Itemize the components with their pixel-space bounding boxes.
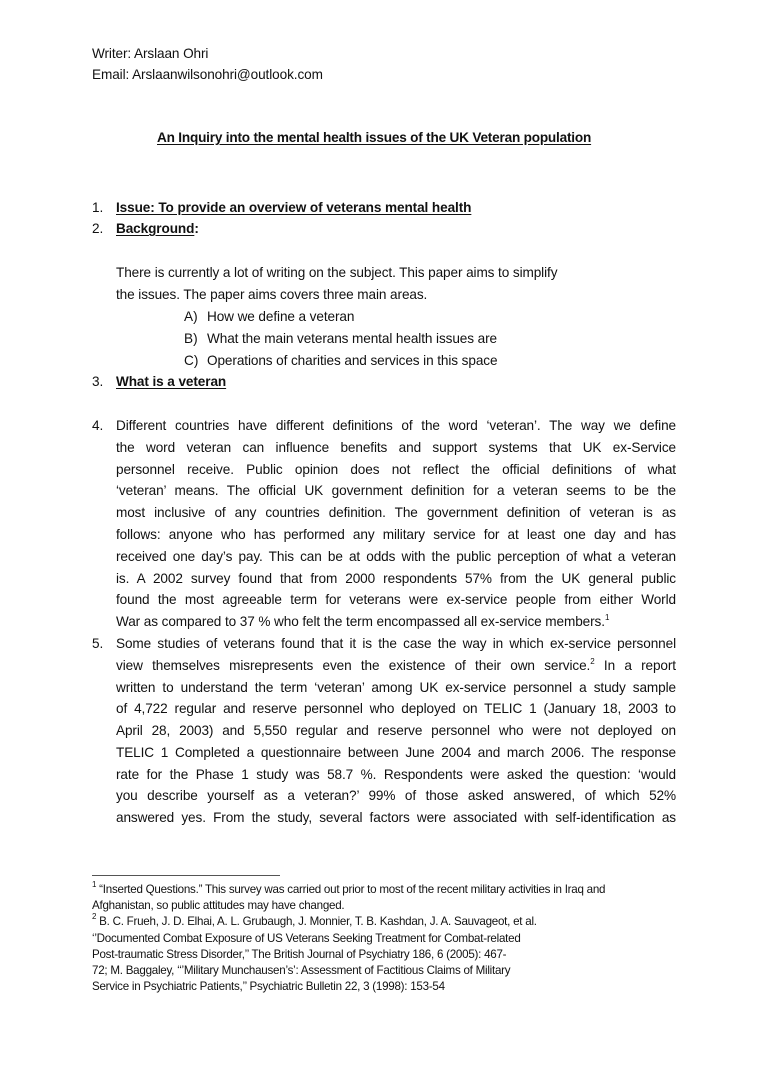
section-1-heading: Issue: To provide an overview of veterans mental health: [116, 200, 472, 215]
paragraph-text: In a report: [594, 658, 676, 673]
section-2-heading-text: Background: [116, 221, 195, 236]
area-item: How we define a veteran: [207, 309, 355, 324]
paragraph-line: personnel receive. Public opinion does not reflect the official definitions of what: [116, 462, 676, 477]
paragraph-last-line: [116, 613, 609, 631]
paragraph-line: is. A 2002 survey found that from 2000 respondents 57% from the UK general public: [116, 571, 676, 586]
paragraph-text: War as compared to 37 % who felt the term encompassed all ex-service members.: [116, 614, 605, 629]
section-2-number: 2.: [92, 221, 104, 236]
footnote-text: B. C. Frueh, J. D. Elhai, A. L. Grubaugh, J. Monnier, T. B. Kashdan, J. A. Sauvageot, et al.: [96, 915, 537, 928]
footnote-marker: 1: [92, 880, 97, 889]
paragraph-text: view themselves misrepresents even the existence of their own service.: [116, 658, 591, 673]
paragraph-line: ‘veteran’ means. The official UK government definition for a veteran seems to be the: [116, 483, 676, 498]
paragraph-line: TELIC 1 Completed a questionnaire between June 2004 and march 2006. The response: [116, 745, 676, 760]
section-4-number: 4.: [92, 418, 104, 433]
paragraph-line: found the most agreeable term for veterans were ex-service people from either World: [116, 592, 676, 607]
paragraph-line: rate for the Phase 1 study was 58.7 %. Respondents were asked the question: ‘would: [116, 767, 676, 782]
area-item: Operations of charities and services in this space: [207, 353, 498, 368]
section-1-number: 1.: [92, 200, 104, 215]
writer-line: Writer: Arslaan Ohri: [92, 46, 209, 61]
paragraph-line: of 4,722 regular and reserve personnel who deployed on TELIC 1 (January 18, 2003 to: [116, 701, 676, 716]
paragraph-line: written to understand the term ‘veteran’ among UK ex-service personnel a study sample: [116, 680, 676, 695]
document-title: An Inquiry into the mental health issues of the UK Veteran population: [157, 130, 592, 145]
area-marker: C): [184, 353, 199, 368]
footnote-marker: 2: [92, 912, 97, 921]
paragraph-line: follows: anyone who has performed any military service for at least one day and has: [116, 527, 676, 542]
footnote-2-cont: Post-traumatic Stress Disorder,’’ The British Journal of Psychiatry 186, 6 (2005): 467-: [92, 948, 507, 961]
paragraph-line: most inclusive of any countries definition. The government definition of veteran is as: [116, 505, 676, 520]
section-2-heading-colon: :: [194, 221, 199, 236]
footnote-2-cont: 72; M. Baggaley, ‘‘’Military Munchausen’s’: Assessment of Factitious Claims of Military: [92, 964, 511, 977]
footnote-2-cont: ‘’Documented Combat Exposure of US Veterans Seeking Treatment for Combat-related: [92, 932, 521, 945]
footnote-2-cont: Service in Psychiatric Patients,’’ Psychiatric Bulletin 22, 3 (1998): 153-54: [92, 980, 445, 993]
section-3-number: 3.: [92, 374, 104, 389]
footnote-1: [92, 882, 605, 898]
paragraph-line: Some studies of veterans found that it is the case the way in which ex-service personnel: [116, 636, 676, 651]
section-5-number: 5.: [92, 636, 104, 651]
area-marker: A): [184, 309, 198, 324]
footnote-ref-2[interactable]: 2: [590, 657, 595, 666]
section-2-heading: [116, 220, 199, 238]
paragraph-line: the word veteran can influence benefits and support systems that UK ex-Service: [116, 440, 676, 455]
paragraph-line: answered yes. From the study, several factors were associated with self-identification as: [116, 810, 676, 825]
footnote-separator: [92, 875, 280, 876]
paragraph-line: Different countries have different definitions of the word ‘veteran’. The way we define: [116, 418, 676, 433]
footnote-2: [92, 914, 537, 930]
area-marker: B): [184, 331, 198, 346]
paragraph-line: received one day’s pay. This can be at odds with the public perception of what a veteran: [116, 549, 676, 564]
paragraph-line: April 28, 2003) and 5,550 regular and reserve personnel who were not deployed on: [116, 723, 676, 738]
footnote-1-cont: Afghanistan, so public attitudes may have changed.: [92, 899, 345, 912]
paragraph-line: you describe yourself as a veteran?’ 99% of those asked answered, of which 52%: [116, 788, 676, 803]
footnote-ref-1[interactable]: 1: [604, 613, 610, 622]
paragraph-line: [116, 657, 676, 675]
email-line: Email: Arslaanwilsonohri@outlook.com: [92, 67, 323, 82]
section-3-heading: What is a veteran: [116, 374, 227, 389]
area-item: What the main veterans mental health issues are: [207, 331, 497, 346]
footnote-text: “Inserted Questions.” This survey was carried out prior to most of the recent military activities in Iraq and: [96, 883, 606, 896]
background-intro-line: There is currently a lot of writing on the subject. This paper aims to simplify: [116, 265, 558, 280]
background-intro-line: the issues. The paper aims covers three main areas.: [116, 287, 428, 302]
